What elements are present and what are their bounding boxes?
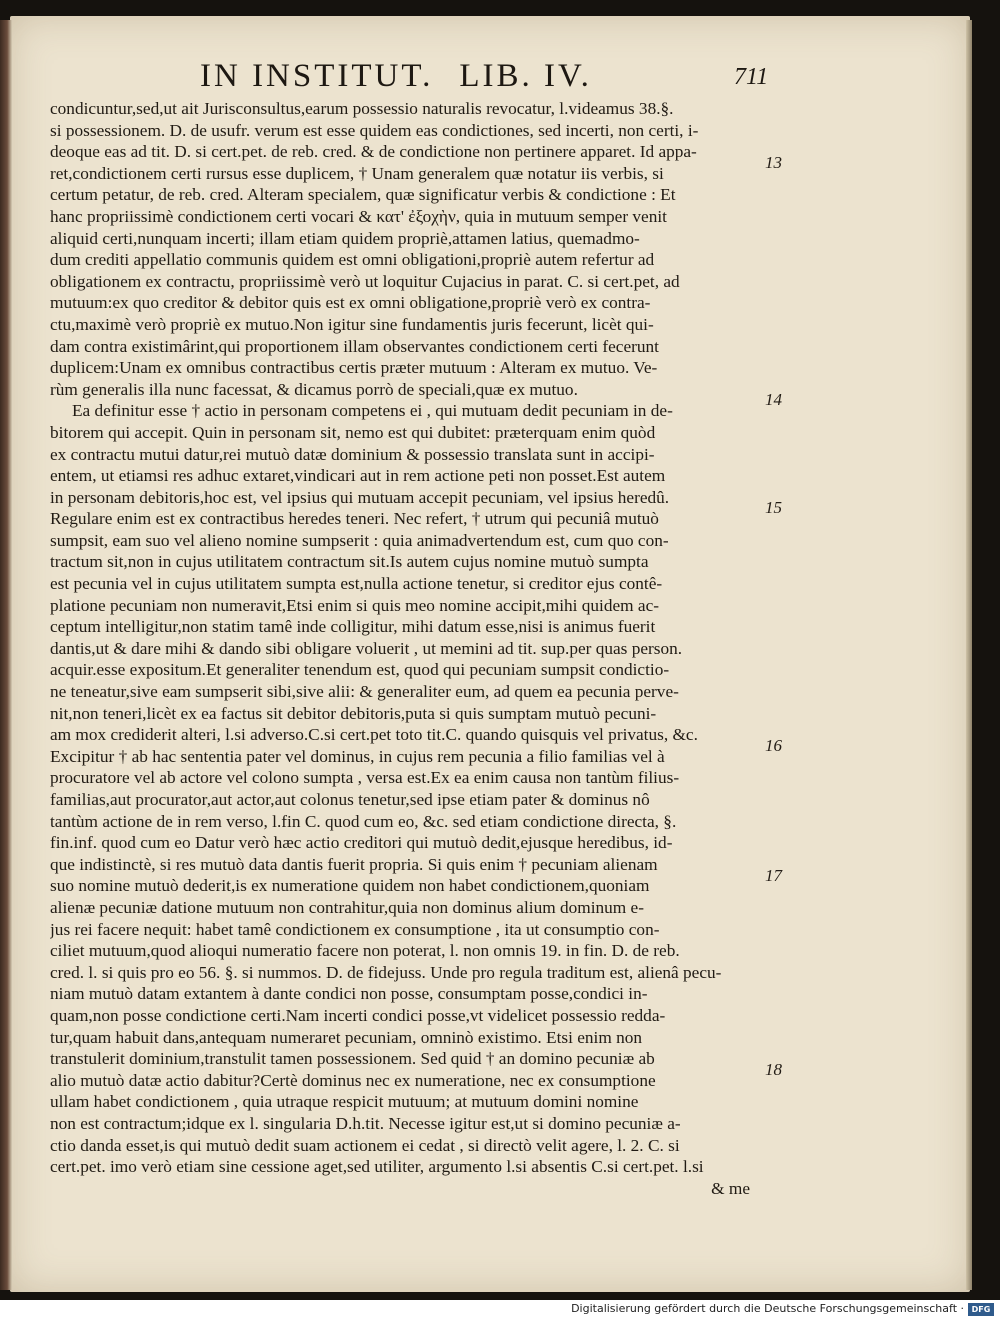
text-line: procuratore vel ab actore vel colono sumpta , versa est.Ex ea enim causa non tantùm filius- (50, 768, 680, 788)
text-line: non est contractum;idque ex l. singularia D.h.tit. Necesse igitur est,ut si domino pecuniæ a- (50, 1113, 681, 1133)
text-line: platione pecuniam non numeravit,Etsi enim si quis meo nomine accipit,mihi quidem ac- (50, 595, 660, 615)
text-line: condicuntur,sed,ut ait Jurisconsultus,earum possessio naturalis revocatur, l.videamus 38.§. (50, 99, 674, 118)
funding-notice: Digitalisierung gefördert durch die Deutsche Forschungsgemeinschaft · (571, 1302, 964, 1315)
margin-number: 15 (765, 498, 782, 518)
text-line: am mox crediderit alteri, l.si adverso.C.si cert.pet toto tit.C. quando quisquis vel privatus, &c. (50, 725, 698, 745)
text-line: dam contra existimârint,qui proportionem illam observantes condictionem certi fecerunt (50, 336, 659, 356)
text-line: tractum sit,non in cujus utilitatem contractum sit.Is autem cujus nomine mutuò sumpta (50, 552, 649, 572)
text-line: certum petatur, de reb. cred. Alteram specialem, quæ significatur verbis & condictione : Et (50, 185, 676, 205)
text-line: tantùm actione de in rem verso, l.fin C. quod cum eo, &c. sed etiam condictione directa, §. (50, 811, 677, 831)
text-line: Ea definitur esse † actio in personam competens ei , qui mutuam dedit pecuniam in de- (72, 401, 673, 421)
text-line: tur,quam habuit dans,antequam numeraret pecuniam, omninò existimo. Etsi enim non (50, 1027, 643, 1047)
text-line: sumpsit, eam suo vel alieno nomine sumpserit : quia animadvertendum est, cum quo con- (50, 530, 669, 550)
margin-number: 13 (765, 152, 782, 172)
margin-number: 14 (765, 390, 782, 410)
text-line: aliquid certi,nunquam incerti; illam etiam quidem propriè,attamen latius, quemadmo- (50, 228, 640, 248)
page-number: 711 (734, 64, 769, 90)
text-line: entem, ut etiamsi res adhuc extaret,vindicari aut in rem actione peti non posset.Est autem (50, 466, 666, 486)
text-line: ctu,maximè verò propriè ex mutuo.Non igitur sine fundamentis juris fecerunt, licèt qui- (50, 314, 654, 334)
text-line: alienæ pecuniæ datione mutuum non contrahitur,quia non dominus alium dominum e- (50, 897, 644, 917)
text-line: si possessionem. D. de usufr. verum est esse quidem eas condictiones, sed incerti, non certi, i- (50, 120, 699, 140)
text-line: rùm generalis illa nunc facessat, & dicamus porrò de speciali,quæ ex mutuo. (50, 379, 578, 399)
dfg-logo: DFG (968, 1303, 994, 1316)
text-line: nit,non teneri,licèt ex ea factus sit debitor debitoris,puta si quis sumptam mutuò pecuni- (50, 703, 657, 723)
text-line: cert.pet. imo verò etiam sine cessione aget,sed utiliter, argumento l.si absentis C.si cert.pet. l.si (50, 1157, 704, 1177)
text-line: ciliet mutuum,quod alioqui numeratio facere non poterat, l. non omnis 19. in fin. D. de reb. (50, 941, 680, 961)
text-line: est pecunia vel in cujus utilitatem sumpta est,nulla actione tenetur, si creditor ejus contê- (50, 574, 663, 594)
text-line: dum crediti appellatio communis quidem est omni obligationi,propriè autem refertur ad (50, 250, 655, 270)
text-line: & me (711, 1178, 750, 1198)
running-title-right: LIB. IV. (459, 58, 592, 94)
text-line: Excipitur † ab hac sententia pater vel dominus, in cujus rem pecunia a filio familias vel à (50, 746, 665, 766)
text-line: duplicem:Unam ex omnibus contractibus certis præter mutuum : Alteram ex mutuo. Ve- (50, 358, 658, 378)
text-line: ne teneatur,sive eam sumpserit sibi,sive alii: & generaliter eum, ad quem ea pecunia perve- (50, 682, 679, 702)
text-line: suo nomine mutuò dederit,is ex numeratione quidem non habet condictionem,quoniam (50, 876, 650, 896)
text-line: ullam habet condictionem , quia utraque respicit mutuum; at mutuum domini nomine (50, 1092, 639, 1112)
text-line: alio mutuò datæ actio dabitur?Certè dominus nec ex numeratione, nec ex consumptione (50, 1070, 656, 1090)
text-line: jus rei facere nequit: habet tamê condictionem ex consumptione , ita ut consumptio con- (50, 919, 660, 939)
text-line: hanc propriissimè condictionem certi vocari & κατ' ἐξοχὴν, quia in mutuum semper venit (50, 206, 667, 226)
text-line: ceptum intelligitur,non statim tamê inde colligitur, mihi datum esse,nisi is animus fuerit (50, 617, 656, 637)
text-line: que indistinctè, si res mutuò data dantis fuerit propria. Si quis enim † pecuniam alienam (50, 854, 658, 874)
text-line: quam,non posse condictione certi.Nam incerti condici posse,vt videlicet possessio redda- (50, 1005, 666, 1025)
text-line: transtulerit dominium,transtulit tamen possessionem. Sed quid † an domino pecuniæ ab (50, 1049, 655, 1069)
text-line: familias,aut procurator,aut actor,aut colonus tenetur,sed ipse etiam pater & dominus nô (50, 790, 650, 809)
text-line: ret,condictionem certi rursus esse duplicem, † Unam generalem quæ notatur iis verbis, si (50, 163, 664, 183)
text-line: obligationem ex contractu, propriissimè verò ut loquitur Cujacius in parat. C. si cert.pet, ad (50, 271, 680, 291)
running-title-left: IN INSTITUT. (200, 58, 434, 94)
text-line: ctio danda esset,is qui mutuò dedit suam actionem ei cedat , si directò velit agere, l. 2. C. si (50, 1135, 680, 1155)
book-spine-edge (0, 20, 12, 1290)
text-line: mutuum:ex quo creditor & debitor quis est ex omni obligatione,propriè verò ex contra- (50, 293, 651, 313)
text-line: bitorem qui accepit. Quin in personam sit, nemo est qui dubitet: præterquam enim quòd (50, 422, 656, 442)
text-line: ex contractu mutui datur,rei mutuò datæ dominium & possessio translata sunt in accipi- (50, 444, 655, 464)
margin-number: 16 (765, 736, 782, 755)
margin-number: 18 (765, 1060, 782, 1079)
body-text (50, 98, 766, 1199)
text-line: deoque eas ad tit. D. si cert.pet. de reb. cred. & de condictione non pertinere apparet. Id appa- (50, 142, 697, 162)
text-line: cred. l. si quis pro eo 56. §. si nummos. D. de fidejuss. Unde pro regula traditum est, alienâ pecu- (50, 962, 722, 982)
text-line: Regulare enim est ex contractibus heredes teneri. Nec refert, † utrum qui pecuniâ mutuò (50, 509, 659, 529)
page-fore-edge (966, 20, 972, 1290)
margin-number: 17 (765, 865, 782, 885)
text-line: niam mutuò datam extantem à dante condici non posse, consumptam posse,condici in- (50, 984, 648, 1004)
text-line: dantis,ut & dare mihi & dando sibi obligare voluerit , ut memini ad tit. sup.per quas person. (50, 638, 683, 658)
running-header (200, 58, 770, 98)
text-line: acquir.esse expositum.Et generaliter tenendum est, quod qui pecuniam sumpsit condictio- (50, 660, 670, 680)
text-line: in personam debitoris,hoc est, vel ipsius qui mutuam accepit pecuniam, vel ipsius heredû. (50, 487, 670, 507)
text-line: fin.inf. quod cum eo Datur verò hæc actio creditori qui mutuò dedit,ejusque heredibus, id- (50, 833, 673, 853)
